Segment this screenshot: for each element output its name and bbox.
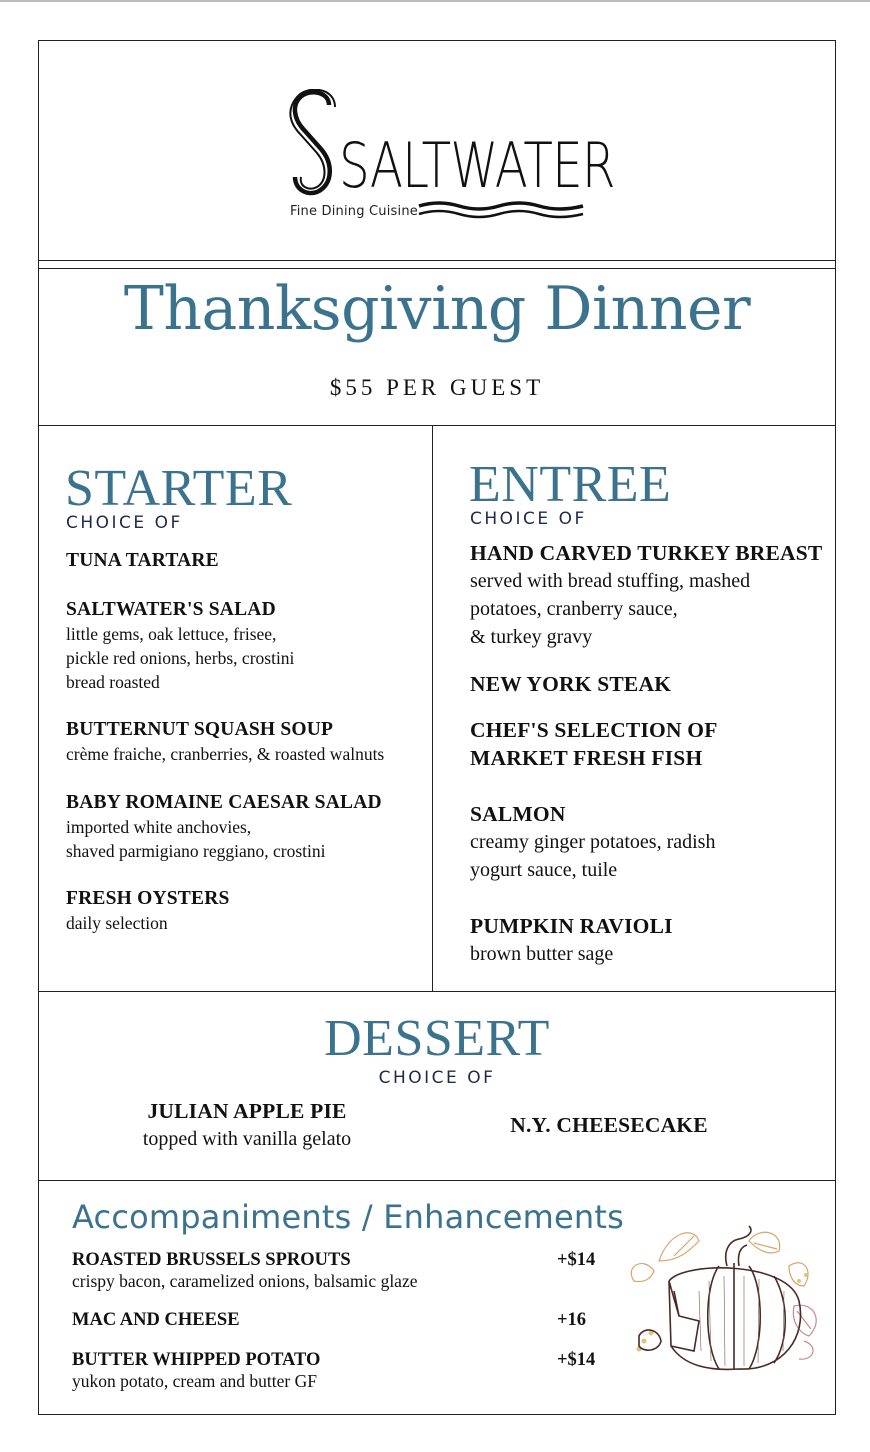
item-name: PUMPKIN RAVIOLI [470, 914, 673, 938]
item-desc: served with bread stuffing, mashed [470, 570, 751, 592]
column-divider [432, 425, 433, 991]
dessert-item [469, 1111, 749, 1139]
starter-item [66, 887, 230, 935]
starter-item [66, 791, 382, 863]
starter-heading: STARTER [65, 460, 293, 517]
item-price: +16 [557, 1310, 587, 1330]
header-divider-2 [39, 268, 835, 269]
item-name-line2: MARKET FRESH FISH [470, 746, 703, 770]
entree-item [470, 912, 673, 968]
starter-choice-label: CHOICE OF [66, 513, 183, 533]
accompaniment-item [72, 1310, 240, 1331]
item-desc: yukon potato, cream and butter GF [72, 1371, 317, 1391]
item-name: TUNA TARTARE [66, 550, 219, 571]
entree-heading: ENTREE [469, 456, 672, 513]
item-name: SALMON [470, 802, 566, 826]
pumpkin-illustration-icon [599, 1221, 824, 1371]
starter-item [66, 598, 294, 694]
item-desc: & turkey gravy [470, 626, 593, 648]
item-desc: topped with vanilla gelato [142, 1128, 352, 1150]
dessert-choice-label: CHOICE OF [378, 1068, 496, 1088]
item-desc: creamy ginger potatoes, radish [470, 831, 716, 853]
item-desc: daily selection [66, 913, 168, 933]
section-divider-dessert [39, 991, 835, 992]
waves-icon [417, 201, 587, 221]
saltwater-logo [289, 89, 615, 229]
item-desc: little gems, oak lettuce, frisee, [66, 624, 277, 644]
menu-card [38, 40, 836, 1415]
starter-item [66, 718, 384, 766]
price-per-guest: $55 PER GUEST [329, 375, 545, 400]
logo-tagline: Fine Dining Cuisine [290, 204, 418, 219]
entree-item [470, 800, 715, 884]
entree-item [470, 716, 718, 772]
entree-item [470, 670, 671, 698]
dessert-heading: DESSERT [324, 1010, 550, 1067]
item-name: CHEF'S SELECTION OF [470, 718, 718, 742]
item-desc: crispy bacon, caramelized onions, balsamic glaze [72, 1271, 418, 1291]
item-desc: potatoes, cranberry sauce, [470, 598, 678, 620]
item-desc: pickle red onions, herbs, crostini [66, 648, 295, 668]
item-name: BUTTERNUT SQUASH SOUP [66, 719, 334, 740]
item-name: MAC AND CHEESE [72, 1310, 240, 1330]
header-divider-1 [39, 260, 835, 261]
item-name: JULIAN APPLE PIE [147, 1099, 347, 1123]
item-name: FRESH OYSTERS [66, 888, 230, 909]
accompaniment-item [72, 1350, 320, 1392]
section-divider-accompaniments [39, 1180, 835, 1181]
item-desc: crème fraiche, cranberries, & roasted walnuts [66, 744, 385, 764]
item-desc: yogurt sauce, tuile [470, 859, 618, 881]
item-name: SALTWATER'S SALAD [66, 599, 276, 620]
dessert-item [97, 1097, 397, 1153]
starter-item [66, 549, 219, 573]
item-name: NEW YORK STEAK [470, 672, 672, 696]
page-title: Thanksgiving Dinner [123, 274, 751, 344]
top-edge-line [0, 0, 870, 2]
item-name: N.Y. CHEESECAKE [510, 1113, 708, 1137]
item-price: +$14 [557, 1250, 596, 1270]
item-price: +$14 [557, 1350, 596, 1370]
entree-item [470, 539, 822, 651]
accompaniments-heading: Accompaniments / Enhancements [72, 1198, 624, 1236]
section-divider-top [39, 425, 835, 426]
logo-wordmark: SALTWATER [339, 129, 615, 202]
item-desc: imported white anchovies, [66, 817, 252, 837]
item-name: HAND CARVED TURKEY BREAST [470, 541, 823, 565]
accompaniment-item [72, 1250, 417, 1292]
item-desc: bread roasted [66, 672, 160, 692]
item-name: BABY ROMAINE CAESAR SALAD [66, 792, 382, 813]
logo-s-letter-icon [289, 89, 339, 197]
item-desc: brown butter sage [470, 943, 614, 965]
item-name: ROASTED BRUSSELS SPROUTS [72, 1250, 351, 1270]
entree-choice-label: CHOICE OF [470, 509, 587, 529]
item-desc: shaved parmigiano reggiano, crostini [66, 841, 326, 861]
item-name: BUTTER WHIPPED POTATO [72, 1350, 321, 1370]
